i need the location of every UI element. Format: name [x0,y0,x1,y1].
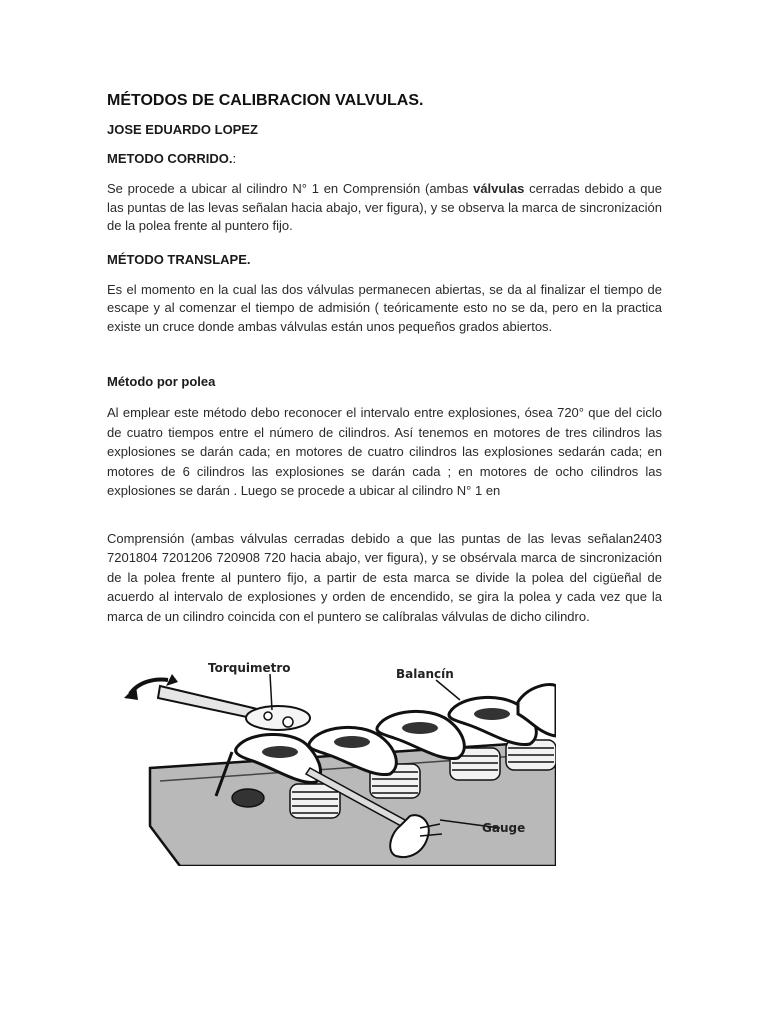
document-title: MÉTODOS DE CALIBRACION VALVULAS. [107,92,424,109]
paragraph-corrido-start: Se procede a ubicar al cilindro N° 1 en Comprensión (ambas [107,181,474,196]
document-body [107,92,662,642]
paragraph-corrido-bold: válvulas [473,181,525,196]
section-heading-corrido-suffix: : [232,151,237,166]
figure-label-gauge: Gauge [482,821,526,835]
paragraph-translape: Es el momento en la cual las dos válvulas permanecen abiertas, se da al finalizar el tiempo de escape y al comenzar el tiempo de admisión ( teóricamente esto no se da, pero en la practica existe un cruce donde ambas válvulas están unos pequeños grados abiertos. [107,281,662,334]
torque-wrench [158,686,310,730]
section-heading-polea: Método por polea [107,374,216,389]
paragraph-corrido [107,180,662,236]
section-heading-corrido-text: METODO CORRIDO. [107,151,233,166]
valve-adjustment-illustration [120,656,556,866]
section-heading-translape: MÉTODO TRANSLAPE. [107,251,251,267]
paragraph-corrido-end: cerradas debido a que las puntas de las levas señalan hacia abajo, ver figura), y se observa la marca de sincronización de la polea frente al puntero fijo. [107,181,662,233]
author-name: JOSE EDUARDO LOPEZ [107,122,258,137]
paragraph-polea-1: Al emplear este método debo reconocer el intervalo entre explosiones, ósea 720° que del ciclo de cuatro tiempos entre el número de cilindros. Así tenemos en motores de tres cilindros las explosiones se darán cada; en motores de cuatro cilindros las explosiones sedarán cada; en motores de 6 cilindros las explosiones se darán cada ; en motores de ocho cilindros las explosiones se darán . Luego se procede a ubicar al cilindro N° 1 en [107,405,662,498]
paragraph-polea-2: Comprensión (ambas válvulas cerradas debido a que las puntas de las levas señalan2403 7201804 7201206 720908 720 hacia abajo, ver figura), y se obsérvala marca de sincronización de la polea frente al puntero fijo, a partir de esta marca se divide la polea del cigüeñal de acuerdo al intervalo de explosiones y orden de encendido, se gira la polea y cada vez que la marca de un cilindro coincida con el puntero se calíbralas válvulas de dicho cilindro. [107,530,662,624]
figure-label-rocker: Balancín [396,667,454,681]
section-heading-corrido [107,151,662,166]
figure-label-torque: Torquimetro [208,661,291,675]
